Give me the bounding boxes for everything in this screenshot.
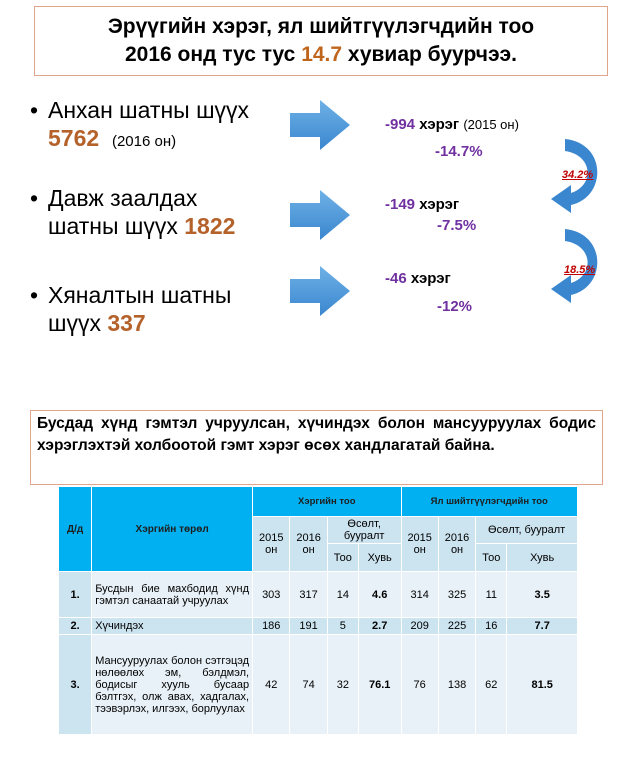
cell: 76.1 <box>358 635 401 735</box>
change-header: Өсөлт, бууралт <box>476 517 578 544</box>
cell: 14 <box>327 572 358 618</box>
cell: 191 <box>290 618 327 635</box>
change-header: Өсөлт, бууралт <box>327 517 401 544</box>
court-name-cont: шүүх <box>48 310 101 336</box>
trend-note: Бусдад хүнд гэмтэл учруулсан, хүчиндэх болон мансууруулах бодис хэрэглэхтэй холбоотой гэмт хэрэг өсөх хандлагатай байна. <box>30 410 603 485</box>
row-type: Бусдын бие махбодид хүнд гэмтэл санаатай учруулах <box>92 572 253 618</box>
title-box <box>34 6 608 76</box>
cell: 225 <box>438 618 475 635</box>
change-unit: хэрэг <box>419 116 460 133</box>
cell: 42 <box>253 635 290 735</box>
col-type-header: Хэргийн төрөл <box>92 487 253 572</box>
row-type: Хүчиндэх <box>92 618 253 635</box>
cell: 314 <box>401 572 438 618</box>
year-2016-header: 2016 он <box>290 517 327 572</box>
cell: 317 <box>290 572 327 618</box>
title-line-2-end: хувиар буурчээ. <box>342 43 517 66</box>
court-2-change <box>385 196 459 213</box>
cell: 138 <box>438 635 475 735</box>
court-year: (2016 он) <box>111 133 177 150</box>
cell: 32 <box>327 635 358 735</box>
title-line-2 <box>35 41 607 69</box>
percent-header: Хувь <box>358 544 401 572</box>
cell: 303 <box>253 572 290 618</box>
year-2015-header: 2015 он <box>401 517 438 572</box>
court-name: Давж заалдах <box>48 185 198 211</box>
court-count: 1822 <box>184 213 236 239</box>
court-name: Анхан шатны шүүх <box>48 97 250 123</box>
count-header: Тоо <box>327 544 358 572</box>
percent-header: Хувь <box>507 544 578 572</box>
table-row <box>59 572 578 618</box>
court-3-change <box>385 270 451 287</box>
title-line-1: Эрүүгийн хэрэг, ял шийтгүүлэгчдийн тоо <box>107 15 535 38</box>
cell: 16 <box>476 618 507 635</box>
title-highlight-number: 14.7 <box>301 43 343 66</box>
change-value: -994 <box>385 116 416 133</box>
col-number-header: Д/д <box>59 487 92 572</box>
change-value: -149 <box>385 196 416 213</box>
court-supervisory <box>30 281 231 337</box>
row-number: 1. <box>59 572 92 618</box>
cell: 62 <box>476 635 507 735</box>
cell: 74 <box>290 635 327 735</box>
court-3-percent: -12% <box>437 298 473 315</box>
right-arrow-icon <box>290 266 350 316</box>
court-1-change <box>385 116 519 133</box>
row-number: 2. <box>59 618 92 635</box>
cell: 4.6 <box>358 572 401 618</box>
crime-table <box>58 486 578 735</box>
group-convicted-header: Ял шийтгүүлэгчдийн тоо <box>401 487 578 517</box>
court-appeal <box>30 184 235 240</box>
cell: 209 <box>401 618 438 635</box>
court-2-percent: -7.5% <box>437 217 477 234</box>
group-cases-header: Хэргийн тоо <box>253 487 401 517</box>
court-name: Хяналтын шатны <box>48 282 232 308</box>
table-row <box>59 635 578 735</box>
year-2015-header: 2015 он <box>253 517 290 572</box>
cell: 3.5 <box>507 572 578 618</box>
cell: 2.7 <box>358 618 401 635</box>
bullet-icon: • <box>30 282 39 308</box>
cell: 325 <box>438 572 475 618</box>
cell: 11 <box>476 572 507 618</box>
court-count: 337 <box>107 310 146 336</box>
row-type: Мансууруулах болон сэтгэцэд нөлөөлөх эм, бэлдмэл, бодисыг хууль бусаар бэлтгэх, олж авах, хадгалах, тээвэрлэх, илгээх, борлуулах <box>92 635 253 735</box>
cell: 186 <box>253 618 290 635</box>
year-2016-header: 2016 он <box>438 517 475 572</box>
count-header: Тоо <box>476 544 507 572</box>
court-first-instance <box>30 96 249 156</box>
title-line-2-text: 2016 онд тус тус <box>125 43 302 66</box>
court-count: 5762 <box>48 125 100 151</box>
ratio-label-2: 18.5% <box>564 264 596 276</box>
cell: 81.5 <box>507 635 578 735</box>
cell: 5 <box>327 618 358 635</box>
right-arrow-icon <box>290 100 350 150</box>
change-unit: хэрэг <box>410 270 451 287</box>
ratio-label-1: 34.2% <box>562 169 594 181</box>
right-arrow-icon <box>290 190 350 240</box>
court-1-percent: -14.7% <box>435 143 483 160</box>
bullet-icon: • <box>30 97 39 123</box>
change-unit: хэрэг <box>419 196 460 213</box>
cell: 76 <box>401 635 438 735</box>
row-number: 3. <box>59 635 92 735</box>
bullet-icon: • <box>30 185 39 211</box>
change-note: (2015 он) <box>463 117 519 132</box>
change-value: -46 <box>385 270 407 287</box>
table-row <box>59 618 578 635</box>
cell: 7.7 <box>507 618 578 635</box>
court-name-cont: шатны шүүх <box>48 213 178 239</box>
